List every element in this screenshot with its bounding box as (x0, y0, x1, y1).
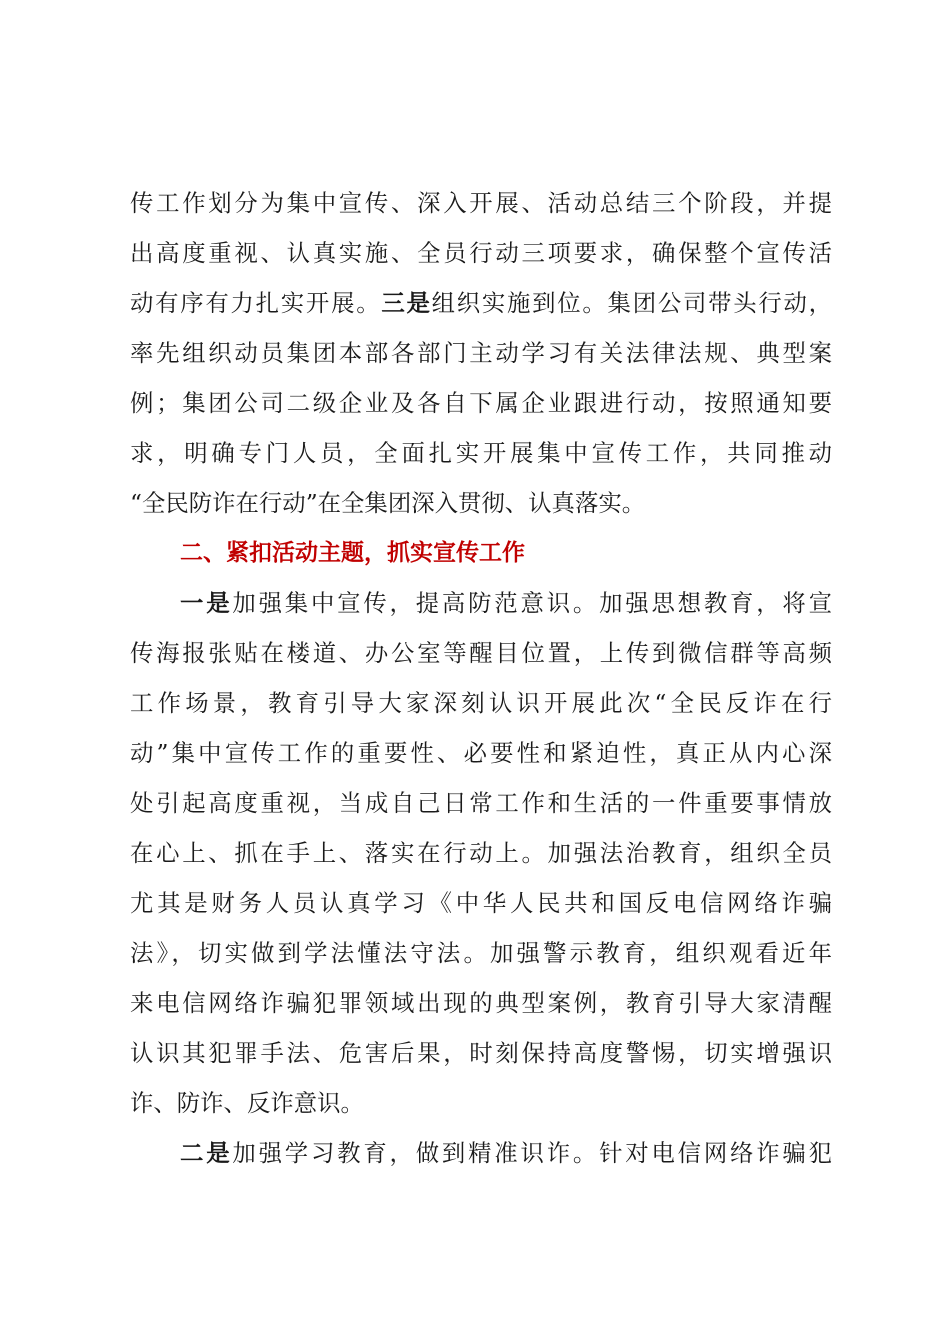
body-line: 求，明确专门人员，全面扎实开展集中宣传工作，共同推动 (130, 439, 832, 467)
document-body (130, 178, 832, 1178)
body-line: 诈、防诈、反诈意识。 (130, 1089, 364, 1117)
body-line: 认识其犯罪手法、危害后果，时刻保持高度警惕，切实增强识 (130, 1039, 832, 1067)
body-line: 例；集团公司二级企业及各自下属企业跟进行动，按照通知要 (130, 389, 832, 417)
body-text: 组织实施到位。集团公司带头行动， (431, 289, 833, 317)
body-line: 尤其是财务人员认真学习《中华人民共和国反电信网络诈骗 (130, 889, 832, 917)
enumeration-marker: 二是 (180, 1139, 233, 1167)
body-text: 动有序有力扎实开展。 (130, 289, 382, 317)
body-line: 来电信网络诈骗犯罪领域出现的典型案例，教育引导大家清醒 (130, 989, 832, 1017)
section-heading: 二、紧扣活动主题，抓实宣传工作 (180, 540, 525, 566)
body-text: 加强学习教育，做到精准识诈。针对电信网络诈骗犯 (232, 1139, 833, 1167)
body-line: 法》，切实做到学法懂法守法。加强警示教育，组织观看近年 (130, 939, 832, 967)
paragraph-first-line (130, 1128, 832, 1178)
enumeration-marker: 一是 (180, 589, 233, 617)
body-line: 出高度重视、认真实施、全员行动三项要求，确保整个宣传活 (130, 239, 832, 267)
body-line: “全民防诈在行动”在全集团深入贯彻、认真落实。 (130, 489, 646, 517)
enumeration-marker: 三是 (381, 289, 432, 317)
body-line: 在心上、抓在手上、落实在行动上。加强法治教育，组织全员 (130, 839, 832, 867)
body-line: 动”集中宣传工作的重要性、必要性和紧迫性，真正从内心深 (130, 739, 832, 767)
body-line: 工作场景，教育引导大家深刻认识开展此次“全民反诈在行 (130, 689, 832, 717)
body-line: 率先组织动员集团本部各部门主动学习有关法律法规、典型案 (130, 339, 832, 367)
body-text: 加强集中宣传，提高防范意识。加强思想教育，将宣 (232, 589, 833, 617)
paragraph-first-line (130, 578, 832, 628)
body-line: 传海报张贴在楼道、办公室等醒目位置，上传到微信群等高频 (130, 639, 832, 667)
body-line: 传工作划分为集中宣传、深入开展、活动总结三个阶段，并提 (130, 189, 832, 217)
body-line (130, 278, 832, 328)
body-line: 处引起高度重视，当成自己日常工作和生活的一件重要事情放 (130, 789, 832, 817)
